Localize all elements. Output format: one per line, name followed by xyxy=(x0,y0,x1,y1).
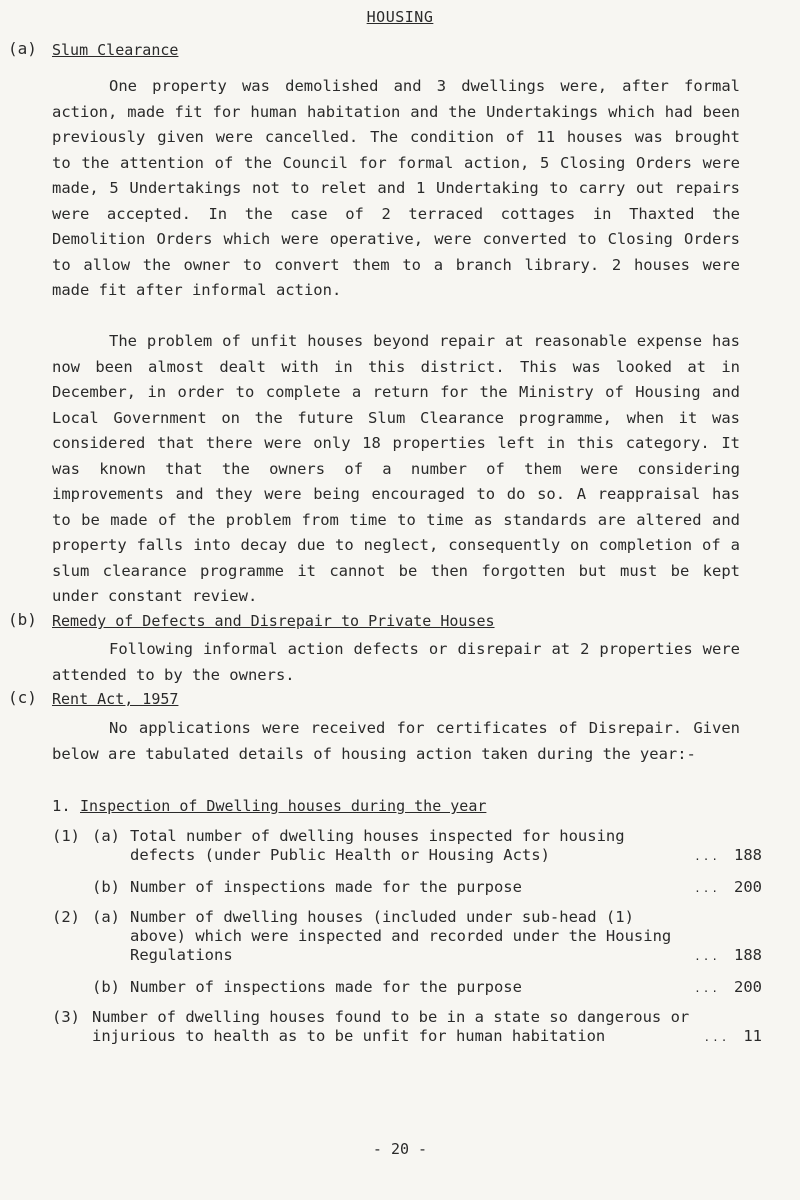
inspection-item-3 xyxy=(52,1008,800,1048)
section-a-paragraph-2: The problem of unfit houses beyond repair at reasonable expense has now been almost dealt with in this district. This was looked at in December, in order to complete a return for the Ministry of Housing and Local Government on the future Slum Clearance programme, when it was considered that there were only 18 properties left in this category. It was known that the owners of a number of them were considering improvements and they were being encouraged to do so. A reappraisal has to be made of the problem from time to time as standards are altered and property falls into decay due to neglect, consequently on completion of a slum clearance programme it cannot be then forgotten but must be kept under constant review. xyxy=(52,332,740,605)
item-sub-label: (a) xyxy=(92,908,120,926)
inspection-item-1b-value xyxy=(694,878,762,896)
section-a-title: Slum Clearance xyxy=(52,41,179,59)
item-sub-label: (b) xyxy=(92,978,120,996)
section-a-marker: (a) xyxy=(8,39,37,58)
item-sub-label: (b) xyxy=(92,878,120,896)
item-number: (3) xyxy=(52,1008,80,1026)
inspection-item-1b xyxy=(52,878,800,898)
leader-dots: ... xyxy=(694,982,720,995)
inspection-heading-number: 1. xyxy=(52,797,71,815)
page-number: - 20 - xyxy=(372,1140,428,1158)
section-a-paragraph-1: One property was demolished and 3 dwellings were, after formal action, made fit for human habitation and the Undertakings which had been previously given were cancelled. The condition of 11 houses was brought to the attention of the Council for formal action, 5 Closing Orders were made, 5 Undertakings not to relet and 1 Undertaking to carry out repairs were accepted. In the case of 2 terraced cottages in Thaxted the Demolition Orders which were operative, were converted to Closing Orders to allow the owner to convert them to a branch library. 2 houses were made fit after informal action. xyxy=(52,77,740,299)
section-b-title: Remedy of Defects and Disrepair to Private Houses xyxy=(52,612,495,630)
item-text: Number of inspections made for the purpose xyxy=(130,978,522,996)
section-c-paragraph: No applications were received for certificates of Disrepair. Given below are tabulated details of housing action taken during the year:- xyxy=(52,719,740,763)
item-text: Total number of dwelling houses inspected for housing defects (under Public Health or Housing Acts) xyxy=(130,827,625,864)
inspection-item-1a xyxy=(52,827,800,867)
section-b-paragraph: Following informal action defects or disrepair at 2 properties were attended to by the owners. xyxy=(52,640,740,684)
item-value: 188 xyxy=(734,846,762,864)
section-b-marker: (b) xyxy=(8,610,37,629)
inspection-item-1a-value xyxy=(694,846,762,864)
item-sub-label: (a) xyxy=(92,827,120,845)
section-c-marker: (c) xyxy=(8,688,37,707)
item-value: 188 xyxy=(734,946,762,964)
item-value: 200 xyxy=(734,978,762,996)
inspection-heading: Inspection of Dwelling houses during the year xyxy=(80,797,487,815)
item-value: 11 xyxy=(743,1027,762,1045)
inspection-item-2a-value xyxy=(694,946,762,964)
page-title: HOUSING xyxy=(366,8,434,26)
item-value: 200 xyxy=(734,878,762,896)
inspection-item-3-value xyxy=(703,1027,762,1045)
leader-dots: ... xyxy=(694,850,720,863)
leader-dots: ... xyxy=(694,950,720,963)
leader-dots: ... xyxy=(703,1031,730,1044)
item-number: (1) xyxy=(52,827,80,845)
leader-dots: ... xyxy=(694,882,720,895)
item-text: Number of inspections made for the purpose xyxy=(130,878,522,896)
section-c-title: Rent Act, 1957 xyxy=(52,690,179,708)
inspection-item-2b xyxy=(52,978,800,998)
inspection-item-2b-value xyxy=(694,978,762,996)
inspection-item-2a xyxy=(52,908,800,968)
item-text: Number of dwelling houses (included under sub-head (1) above) which were inspected and recorded under the Housing Regulations xyxy=(130,908,672,964)
item-number: (2) xyxy=(52,908,80,926)
item-text: Number of dwelling houses found to be in a state so dangerous or injurious to health as to be unfit for human habitation xyxy=(92,1008,690,1045)
